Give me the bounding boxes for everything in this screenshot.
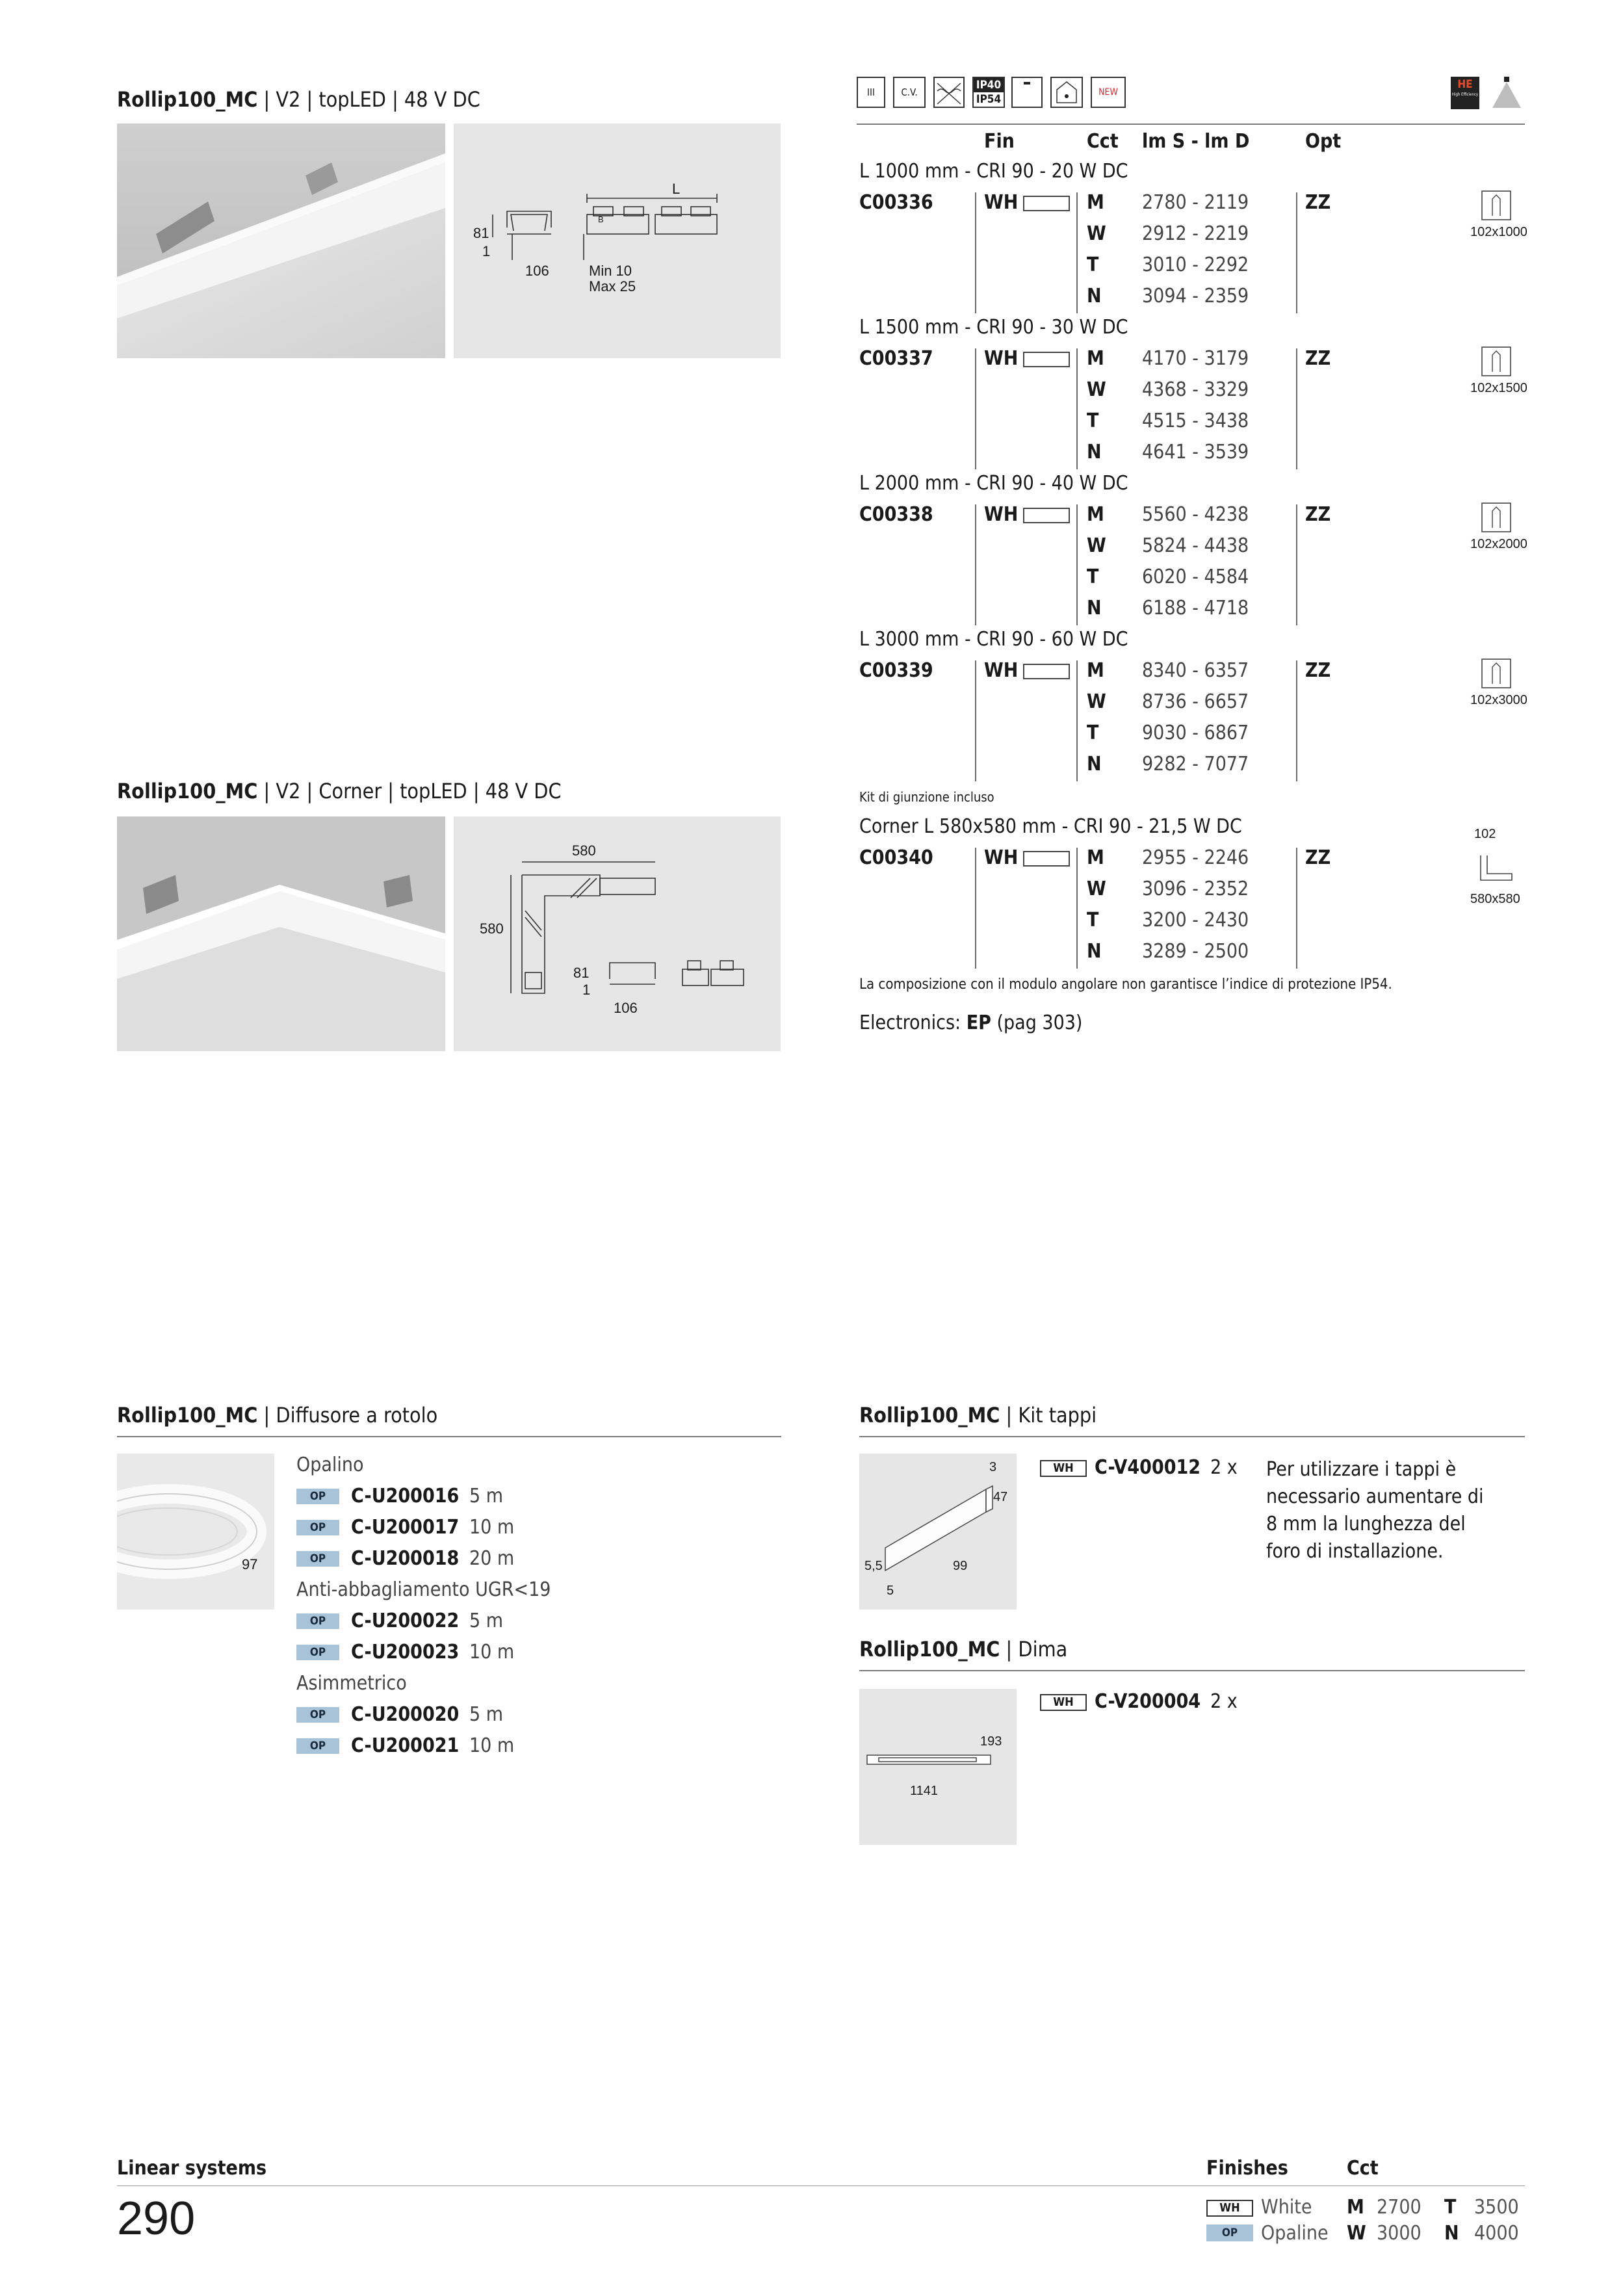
diffuser-code[interactable]: C-U200017 xyxy=(351,1516,460,1539)
dim-B: B xyxy=(598,215,604,224)
caps-note-line: Per utilizzare i tappi è xyxy=(1266,1458,1457,1481)
diffuser-rule xyxy=(117,1436,781,1437)
product-name: Rollip100_MC xyxy=(117,87,258,112)
lumen-value: 4368 - 3329 xyxy=(1142,378,1249,401)
electronics-page: (pag 303) xyxy=(991,1011,1083,1034)
finish-badge-op: OP xyxy=(296,1520,339,1535)
finish-badge-op: OP xyxy=(296,1707,339,1723)
lumen-value: 6020 - 4584 xyxy=(1142,566,1249,588)
cct-code: W xyxy=(1087,534,1106,557)
ip-rating-icon xyxy=(972,77,1005,108)
col-cct-header: Cct xyxy=(1087,130,1119,153)
dim-81: 81 xyxy=(473,225,489,241)
cct-code: N xyxy=(1087,285,1102,307)
caps-note xyxy=(1266,1456,1484,1565)
optic-code: ZZ xyxy=(1305,846,1331,869)
cutout-dim: 102x1000 xyxy=(1470,225,1527,239)
lumen-value: 9030 - 6867 xyxy=(1142,722,1249,744)
cct-code: M xyxy=(1087,503,1104,526)
finish-swatch-white xyxy=(1023,196,1070,211)
caps-dim-55: 5,5 xyxy=(864,1559,883,1573)
optic-code: ZZ xyxy=(1305,659,1331,682)
group-title: L 3000 mm - CRI 90 - 60 W DC xyxy=(859,628,1128,651)
group-title: L 1000 mm - CRI 90 - 20 W DC xyxy=(859,160,1128,183)
column-divider xyxy=(975,348,976,469)
lumen-value: 3289 - 2500 xyxy=(1142,940,1249,963)
finish-cell xyxy=(984,659,1070,682)
footer-cct-t-val: 3500 xyxy=(1474,2196,1519,2219)
lumen-value: 4170 - 3179 xyxy=(1142,347,1249,370)
section-title-diffuser xyxy=(117,1403,437,1428)
finish-badge-op: OP xyxy=(296,1489,339,1504)
cct-code: W xyxy=(1087,222,1106,245)
diffuser-length: 10 m xyxy=(469,1516,515,1539)
corner-note: La composizione con il modulo angolare non garantisce l’indice di protezione IP54. xyxy=(859,976,1392,993)
lumen-value: 3010 - 2292 xyxy=(1142,254,1249,276)
product-subtitle: | V2 | Corner | topLED | 48 V DC xyxy=(257,779,562,803)
finish-swatch-white xyxy=(1023,508,1070,523)
product-name: Rollip100_MC xyxy=(117,779,258,803)
product-subtitle: | Dima xyxy=(1000,1637,1068,1662)
footer-cct-m: M xyxy=(1347,2196,1364,2219)
technical-drawing-linear xyxy=(454,124,781,358)
class-iii-icon: III xyxy=(857,77,885,108)
recessed-icon xyxy=(1050,77,1083,108)
section-title-caps xyxy=(859,1403,1097,1428)
cct-code: T xyxy=(1087,410,1099,432)
no-insulation-icon xyxy=(933,77,965,108)
lumen-value: 5560 - 4238 xyxy=(1142,503,1249,526)
footer-finishes-label: Finishes xyxy=(1206,2157,1288,2180)
diffuser-code[interactable]: C-U200020 xyxy=(351,1703,460,1726)
product-name: Rollip100_MC xyxy=(859,1637,1000,1662)
footer-cct-m-val: 2700 xyxy=(1377,2196,1422,2219)
diffuser-length: 5 m xyxy=(469,1703,504,1726)
caps-finish-badge: WH xyxy=(1040,1460,1087,1477)
dim-106: 106 xyxy=(614,1000,638,1016)
product-photo-linear xyxy=(117,124,445,358)
cct-code: T xyxy=(1087,254,1099,276)
finish-swatch-white xyxy=(1023,664,1070,679)
lumen-value: 6188 - 4718 xyxy=(1142,597,1249,620)
product-subtitle: | V2 | topLED | 48 V DC xyxy=(257,87,480,112)
header-rule xyxy=(857,124,1525,125)
cct-code: M xyxy=(1087,347,1104,370)
diffuser-length: 20 m xyxy=(469,1547,515,1570)
cct-code: W xyxy=(1087,378,1106,401)
caps-code: C-V400012 xyxy=(1095,1456,1201,1479)
diffuser-code[interactable]: C-U200018 xyxy=(351,1547,460,1570)
column-divider xyxy=(975,848,976,969)
footer-finish-opaline: Opaline xyxy=(1261,2222,1329,2245)
cct-code: N xyxy=(1087,441,1102,463)
column-divider xyxy=(975,192,976,313)
dima-drawing xyxy=(859,1689,1017,1845)
lumen-value: 3200 - 2430 xyxy=(1142,909,1249,932)
column-divider xyxy=(1076,660,1078,781)
diffuser-length: 10 m xyxy=(469,1734,515,1757)
diffuser-group-title: Asimmetrico xyxy=(296,1672,407,1695)
caps-note-line: 8 mm la lunghezza del xyxy=(1266,1513,1466,1535)
product-name: Rollip100_MC xyxy=(859,1403,1000,1428)
dim-580-top: 580 xyxy=(572,842,596,859)
kit-note: Kit di giunzione incluso xyxy=(859,789,994,805)
diffuser-length: 5 m xyxy=(469,1610,504,1632)
finish-cell xyxy=(984,846,1070,869)
cutout-dim: 102x2000 xyxy=(1470,537,1527,551)
finish-code: WH xyxy=(984,846,1019,869)
cct-code: W xyxy=(1087,690,1106,713)
caps-dim-3: 3 xyxy=(989,1460,997,1474)
group-title: Corner L 580x580 mm - CRI 90 - 21,5 W DC xyxy=(859,815,1242,838)
finish-badge-op: OP xyxy=(296,1551,339,1567)
finish-code: WH xyxy=(984,347,1019,370)
footer-rule xyxy=(117,2185,1525,2186)
finish-code: WH xyxy=(984,503,1019,526)
cutout-dim: 102x1500 xyxy=(1470,381,1527,395)
lumen-value: 9282 - 7077 xyxy=(1142,753,1249,776)
page-number: 290 xyxy=(117,2193,196,2245)
footer-cct-label: Cct xyxy=(1347,2157,1379,2180)
finish-code: WH xyxy=(984,191,1019,214)
downlight-icon xyxy=(1488,74,1525,111)
finish-swatch-white xyxy=(1023,851,1070,867)
cct-code: T xyxy=(1087,566,1099,588)
new-badge-icon: NEW xyxy=(1091,77,1126,108)
col-opt-header: Opt xyxy=(1305,130,1342,153)
col-fin-header: Fin xyxy=(984,130,1015,153)
cct-code: M xyxy=(1087,191,1104,214)
lumen-value: 4515 - 3438 xyxy=(1142,410,1249,432)
lumen-value: 2780 - 2119 xyxy=(1142,191,1249,214)
optic-code: ZZ xyxy=(1305,503,1331,526)
lumen-value: 3094 - 2359 xyxy=(1142,285,1249,307)
finish-swatch-white xyxy=(1023,352,1070,367)
diffuser-code[interactable]: C-U200016 xyxy=(351,1485,460,1507)
column-divider xyxy=(1076,348,1078,469)
caps-rule xyxy=(859,1436,1525,1437)
lumen-value: 2955 - 2246 xyxy=(1142,846,1249,869)
product-code[interactable]: C00337 xyxy=(859,347,933,370)
finish-code: WH xyxy=(984,659,1019,682)
cutout-dim: 580x580 xyxy=(1470,892,1520,906)
column-divider xyxy=(1296,504,1297,625)
dima-qty: 2 x xyxy=(1210,1690,1238,1713)
product-code[interactable]: C00339 xyxy=(859,659,933,682)
cct-code: M xyxy=(1087,846,1104,869)
column-divider xyxy=(1076,848,1078,969)
caps-note-line: foro di installazione. xyxy=(1266,1540,1444,1563)
high-efficiency-icon: HE High Efficiency xyxy=(1451,77,1479,109)
footer-cct-n-val: 4000 xyxy=(1474,2222,1519,2245)
diffuser-code[interactable]: C-U200022 xyxy=(351,1610,460,1632)
finish-cell xyxy=(984,191,1070,214)
finish-cell xyxy=(984,503,1070,526)
optic-code: ZZ xyxy=(1305,347,1331,370)
cutout-dim-top: 102 xyxy=(1474,827,1496,841)
section-title-rollip-corner xyxy=(117,779,562,803)
finish-cell xyxy=(984,347,1070,370)
section-title-dima xyxy=(859,1637,1067,1662)
product-code[interactable]: C00336 xyxy=(859,191,933,214)
dim-L: L xyxy=(672,181,681,197)
caps-dim-5: 5 xyxy=(887,1584,894,1598)
footer-cct-t: T xyxy=(1444,2196,1457,2219)
footer-section-label: Linear systems xyxy=(117,2157,267,2180)
column-divider xyxy=(1296,192,1297,313)
product-subtitle: | Diffusore a rotolo xyxy=(257,1403,438,1428)
diffuser-code[interactable]: C-U200023 xyxy=(351,1641,460,1663)
cct-code: T xyxy=(1087,722,1099,744)
product-photo-corner xyxy=(117,816,445,1051)
cv-icon: C.V. xyxy=(893,77,926,108)
footer-cct-n: N xyxy=(1444,2222,1459,2245)
product-code[interactable]: C00340 xyxy=(859,846,933,869)
caps-qty: 2 x xyxy=(1210,1456,1238,1479)
electronics-ep-link[interactable]: EP xyxy=(966,1011,991,1034)
column-divider xyxy=(975,660,976,781)
caps-note-line: necessario aumentare di xyxy=(1266,1485,1484,1508)
dim-1: 1 xyxy=(482,243,491,259)
optic-code: ZZ xyxy=(1305,191,1331,214)
dima-dim-1141: 1141 xyxy=(910,1784,939,1798)
diffuser-code[interactable]: C-U200021 xyxy=(351,1734,460,1757)
lumen-value: 4641 - 3539 xyxy=(1142,441,1249,463)
group-title: L 2000 mm - CRI 90 - 40 W DC xyxy=(859,472,1128,495)
footer-badge-wh: WH xyxy=(1206,2200,1253,2217)
column-divider xyxy=(1296,660,1297,781)
dim-106: 106 xyxy=(525,263,549,279)
electronics-label: Electronics: xyxy=(859,1011,967,1034)
ip40-label: IP40 xyxy=(974,78,1004,92)
lumen-value: 8340 - 6357 xyxy=(1142,659,1249,682)
dim-1: 1 xyxy=(582,982,591,998)
diffuser-length: 10 m xyxy=(469,1641,515,1663)
footer-finish-white: White xyxy=(1261,2196,1312,2219)
cct-code: W xyxy=(1087,878,1106,900)
caps-drawing xyxy=(859,1454,1017,1610)
diffuser-length: 5 m xyxy=(469,1485,504,1507)
finish-badge-op: OP xyxy=(296,1645,339,1660)
footer-cct-w: W xyxy=(1347,2222,1366,2245)
dim-580-side: 580 xyxy=(480,920,504,937)
caps-dim-99: 99 xyxy=(953,1559,968,1573)
product-code[interactable]: C00338 xyxy=(859,503,933,526)
lumen-value: 3096 - 2352 xyxy=(1142,878,1249,900)
dim-max: Max 25 xyxy=(589,278,636,294)
finish-badge-op: OP xyxy=(296,1738,339,1754)
col-lm-header: lm S - lm D xyxy=(1142,130,1250,153)
column-divider xyxy=(1296,848,1297,969)
dima-finish-badge: WH xyxy=(1040,1694,1087,1711)
footer-cct-w-val: 3000 xyxy=(1377,2222,1422,2245)
dima-dim-193: 193 xyxy=(980,1734,1002,1749)
ceiling-mount-icon xyxy=(1011,77,1043,108)
diffuser-dim-97: 97 xyxy=(242,1556,258,1572)
section-title-rollip-v2 xyxy=(117,87,480,112)
technical-drawing-corner xyxy=(454,816,781,1051)
lumen-value: 8736 - 6657 xyxy=(1142,690,1249,713)
electronics-line xyxy=(859,1011,1082,1034)
dima-rule xyxy=(859,1670,1525,1671)
group-title: L 1500 mm - CRI 90 - 30 W DC xyxy=(859,316,1128,339)
cutout-dim: 102x3000 xyxy=(1470,693,1527,707)
product-name: Rollip100_MC xyxy=(117,1403,258,1428)
lumen-value: 2912 - 2219 xyxy=(1142,222,1249,245)
cct-code: N xyxy=(1087,753,1102,776)
footer-badge-op: OP xyxy=(1206,2224,1253,2241)
finish-badge-op: OP xyxy=(296,1613,339,1629)
diffuser-group-title: Anti-abbagliamento UGR<19 xyxy=(296,1578,551,1601)
caps-dim-47: 47 xyxy=(993,1490,1008,1504)
column-divider xyxy=(975,504,976,625)
cct-code: M xyxy=(1087,659,1104,682)
column-divider xyxy=(1076,192,1078,313)
cct-code: T xyxy=(1087,909,1099,932)
dim-min: Min 10 xyxy=(589,263,632,279)
diffuser-roll-photo xyxy=(117,1454,274,1610)
lumen-value: 5824 - 4438 xyxy=(1142,534,1249,557)
dima-code: C-V200004 xyxy=(1095,1690,1201,1713)
column-divider xyxy=(1296,348,1297,469)
cct-code: N xyxy=(1087,940,1102,963)
cct-code: N xyxy=(1087,597,1102,620)
ip54-label: IP54 xyxy=(976,93,1002,106)
diffuser-group-title: Opalino xyxy=(296,1454,364,1476)
product-subtitle: | Kit tappi xyxy=(1000,1403,1097,1428)
column-divider xyxy=(1076,504,1078,625)
dim-81: 81 xyxy=(573,965,590,981)
